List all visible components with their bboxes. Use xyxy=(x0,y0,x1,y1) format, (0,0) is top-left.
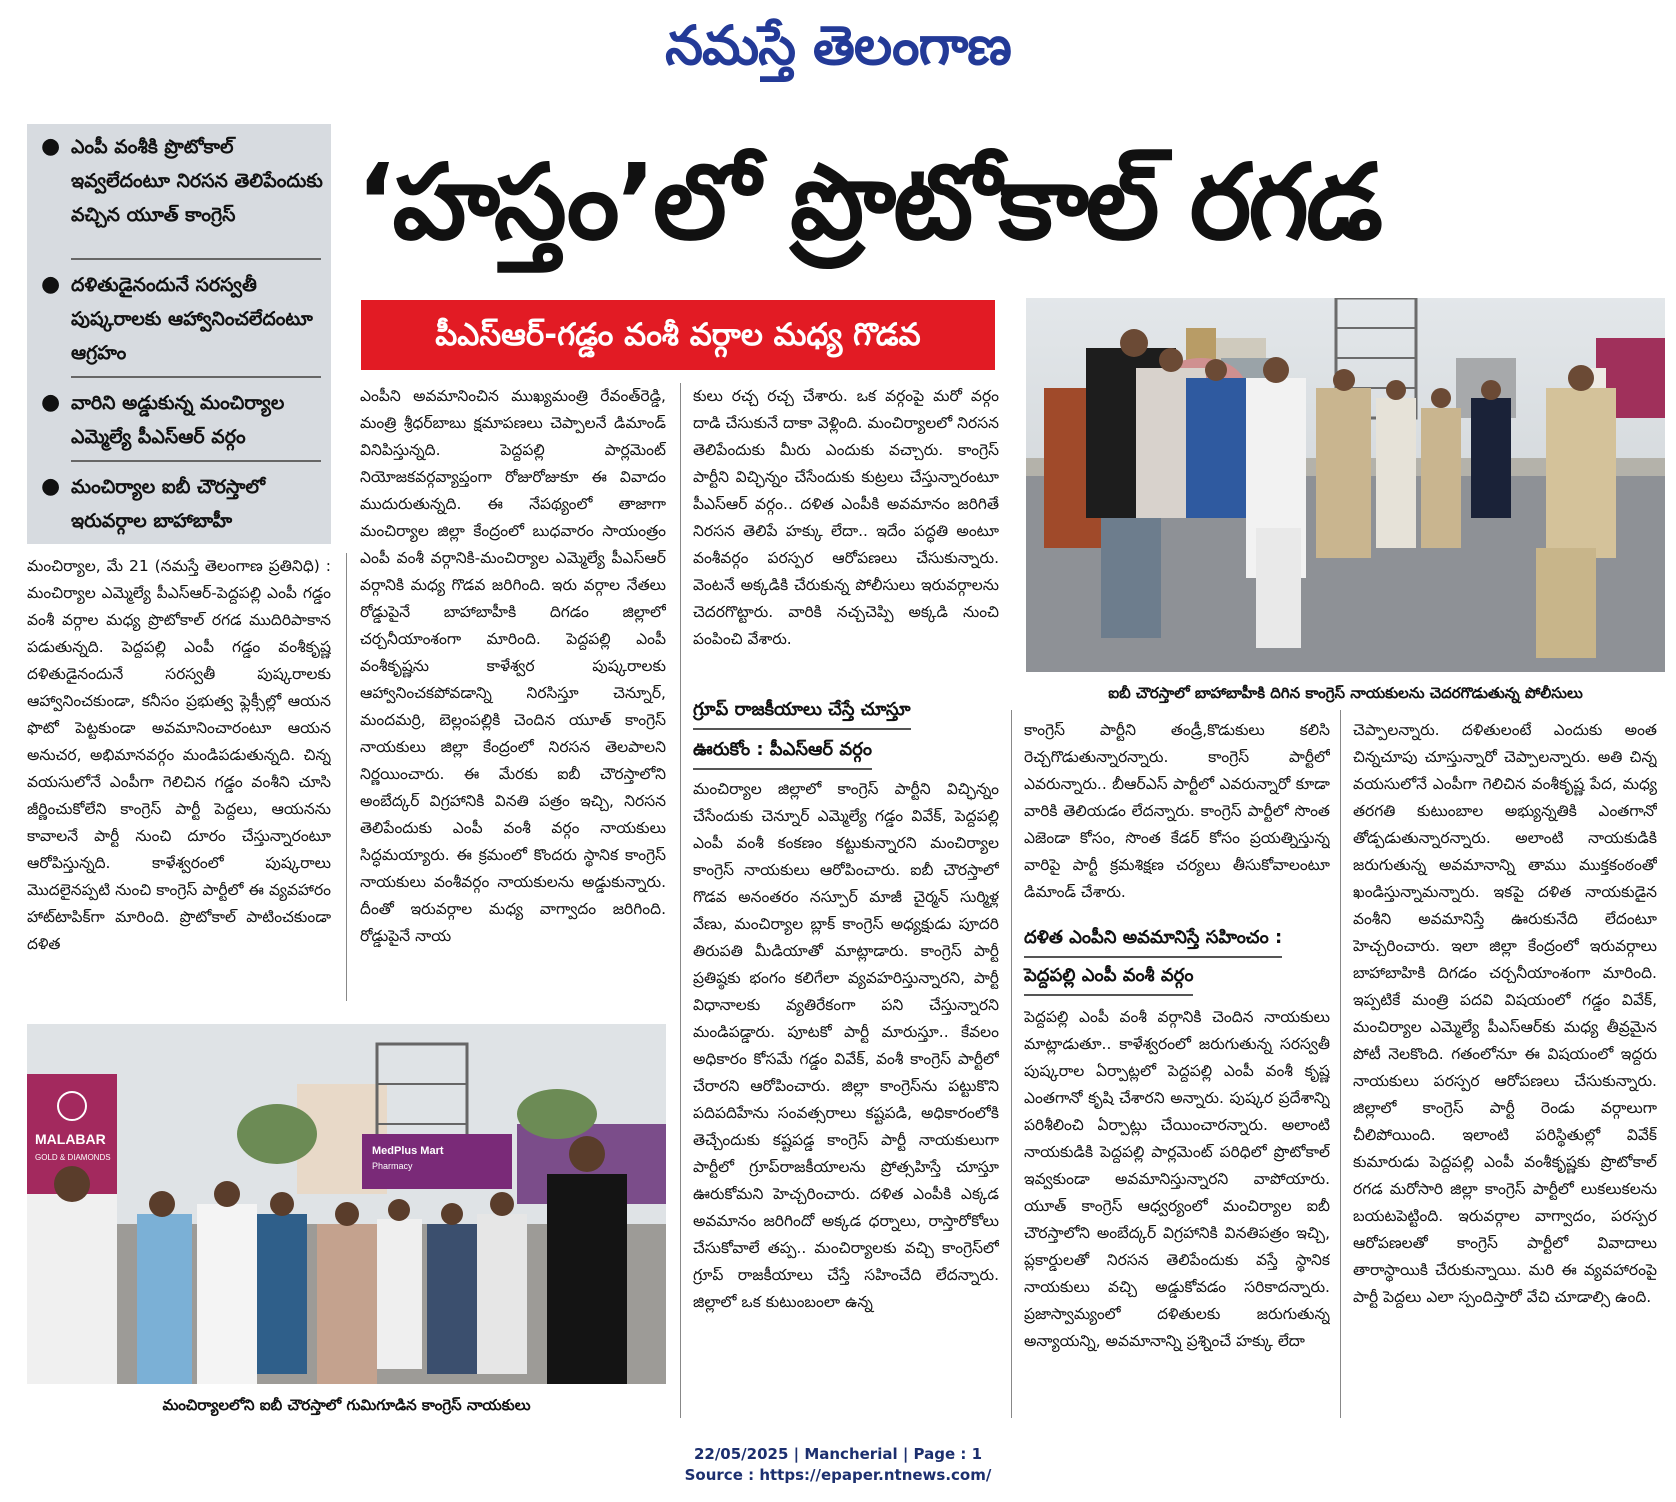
column-divider xyxy=(1340,710,1341,1418)
subheadline-banner: పీఎస్ఆర్-గడ్డం వంశీ వర్గాల మధ్య గొడవ xyxy=(361,300,995,370)
article-paragraph: కులు రచ్చ రచ్చ చేశారు. ఒక వర్గంపై మరో వర్గం దాడి చేసుకునే దాకా వెళ్లింది. మంచిర్యాలలో నిరసన తెలిపేందుకు మీరు ఎందుకు వచ్చారు. కాంగ్రెస్ పార్టీని విచ్ఛిన్నం చేసేందుకు కుట్రలు చేస్తున్నారంటూ పీఎస్ఆర్ వర్గం.. దళిత ఎంపీకి అవమానం జరిగితే నిరసన తెలిపే హక్కు లేదా.. ఇదేం పద్ధతి అంటూ వంశీవర్గం పరస్పర ఆరోపణలు చేసుకున్నారు. వెంటనే అక్కడికి చేరుకున్న పోలీసులు ఇరువర్గాలను చెదరగొట్టారు. వారికి నచ్చచెప్పి అక్కడి నుంచి పంపించి వేశారు. xyxy=(693,387,999,648)
bullet-icon: ● xyxy=(41,474,61,499)
article-paragraph: పెద్దపల్లి ఎంపీ వంశీ వర్గానికి చెందిన నాయకులు మాట్లాడుతూ.. కాళేశ్వరంలో జరుగుతున్న సరస్వతీ పుష్కరాల ఏర్పాట్లలో పెద్దపల్లి ఎంపీ వంశీ కృష్ణ ఎంతగానో కృషి చేశారని అన్నారు. పుష్కర ప్రదేశాన్ని పరిశీలించి ఏర్పాట్లు చేయించారన్నారు. అలాంటి నాయకుడికి పెద్దపల్లి పార్లమెంట్ పరిధిలో ప్రొటోకాల్ ఇవ్వకుండా అవమానిస్తున్నారని వాపోయారు. యూత్ కాంగ్రెస్ ఆధ్వర్యంలో మంచిర్యాల ఐబీ చౌరస్తాలోని అంబేద్కర్ విగ్రహానికి వినతిపత్రం ఇచ్చి, ప్లకార్డులతో నిరసన తెలిపేందుకు వస్తే స్థానిక నాయకులు వచ్చి అడ్డుకోవడం సరికాదన్నారు. ప్రజాస్వామ్యంలో దళితులకు జరుగుతున్న అన్యాయన్ని, అవమానాన్ని ప్రశ్నించే హక్కు లేదా xyxy=(1024,1008,1330,1350)
highlight-item xyxy=(41,130,323,232)
crosshead: ఊరుకోం : పీఎస్ఆర్ వర్గం xyxy=(693,732,872,770)
column-divider xyxy=(346,553,347,1001)
footer xyxy=(0,1444,1676,1486)
footer-source: Source : https://epaper.ntnews.com/ xyxy=(684,1466,992,1484)
divider xyxy=(71,258,321,260)
photo-police-dispersing xyxy=(1026,298,1665,672)
masthead-logo: నమస్తే తెలంగాణ xyxy=(665,13,1011,77)
photo-caption-police: ఐబీ చౌరస్తాలో బాహాబాహీకి దిగిన కాంగ్రెస్ నాయకులను చెదరగొడుతున్న పోలీసులు xyxy=(1108,684,1583,702)
highlight-item xyxy=(41,470,323,538)
crosshead: గ్రూప్ రాజకీయాలు చేస్తే చూస్తూ xyxy=(693,692,911,730)
photo-police-image xyxy=(1026,298,1665,672)
photo-crowd xyxy=(27,1024,666,1384)
sign-medplus: MedPlus Mart xyxy=(372,1145,444,1157)
article-column-4b xyxy=(1024,1004,1330,1418)
footer-date-page: 22/05/2025 | Mancherial | Page : 1 xyxy=(693,1445,983,1463)
highlight-item xyxy=(41,268,323,370)
divider xyxy=(71,460,321,462)
article-paragraph: చెప్పాలన్నారు. దళితులంటే ఎందుకు అంత చిన్నచూపు చూస్తున్నారో చెప్పాలన్నారు. అతి చిన్న వయసులోనే ఎంపీగా గెలిచిన వంశీకృష్ణ పేద, మధ్య తరగతి కుటుంబాల అభ్యున్నతికి ఎంతగానో తోడ్పడుతున్నారన్నారు. అలాంటి నాయకుడికి జరుగుతున్న అవమానాన్ని తాము ముక్తకంఠంతో ఖండిస్తున్నామన్నారు. ఇకపై దళిత నాయకుడైన వంశీని అవమానిస్తే ఊరుకునేది లేదంటూ హెచ్చరించారు. ఇలా జిల్లా కేంద్రంలో ఇరువర్గాలు బాహాబాహికి దిగడం చర్చనీయాంశంగా మారింది. ఇప్పటికే మంత్రి పదవి విషయంలో గడ్డం వివేక్, మంచిర్యాల ఎమ్మెల్యే పీఎస్ఆర్‌కు మధ్య తీవ్రమైన పోటీ నెలకొంది. గతంలోనూ ఈ విషయంలో ఇద్దరు నాయకులు పరస్పర ఆరోపణలు చేసుకున్నారు. జిల్లాలో కాంగ్రెస్ పార్టీ రెండు వర్గాలుగా చీలిపోయింది. ఇలాంటి పరిస్థితుల్లో వివేక్ కుమారుడు పెద్దపల్లి ఎంపీ వంశీకృష్ణకు ప్రొటోకాల్ రగడ మరోసారి జిల్లా కాంగ్రెస్ పార్టీలో లుకలుకలను బయటపెట్టింది. ఇరువర్గాల వాగ్వాదం, పరస్పర ఆరోపణలతో కాంగ్రెస్ పార్టీలో వివాదాలు తారాస్థాయికి చేరుకున్నాయి. మరి ఈ వ్యవహారంపై పార్టీ పెద్దలు ఎలా స్పందిస్తారో వేచి చూడాల్సి ఉంది. xyxy=(1353,721,1657,1306)
column-divider xyxy=(1011,710,1012,1418)
sign-malabar: MALABAR xyxy=(35,1131,106,1147)
headline: ‘హస్తం’లో ప్రొటోకాల్ రగడ xyxy=(356,141,1380,263)
photo-caption-crowd: మంచిర్యాలలోని ఐబీ చౌరస్తాలో గుమిగూడిన కాంగ్రెస్ నాయకులు xyxy=(162,1396,531,1414)
article-column-4a xyxy=(1024,717,1330,909)
article-paragraph: మంచిర్యాల జిల్లాలో కాంగ్రెస్ పార్టీని విచ్ఛిన్నం చేసేందుకు చెన్నూర్ ఎమ్మెల్యే గడ్డం వివేక్, పెద్దపల్లి ఎంపీ వంశీ కంకణం కట్టుకున్నారని మంచిర్యాల కాంగ్రెస్ నాయకులు ఆరోపించారు. ఐబీ చౌరస్తాలో గొడవ అనంతరం నస్పూర్ మాజీ చైర్మన్ సుర్మిళ్ల వేణు, మంచిర్యాల బ్లాక్ కాంగ్రెస్ అధ్యక్షుడు పూదరి తిరుపతి మీడియాతో మాట్లాడారు. కాంగ్రెస్ పార్టీ ప్రతిష్ఠకు భంగం కలిగేలా వ్యవహరిస్తున్నారని, పార్టీ విధానాలకు వ్యతిరేకంగా పని చేస్తున్నారని మండిపడ్డారు. పూటకో పార్టీ మారుస్తూ.. కేవలం అధికారం కోసమే గడ్డం వివేక్, వంశీ కాంగ్రెస్ పార్టీలో చేరారని ఆరోపించారు. జిల్లా కాంగ్రెస్‌ను పట్టుకొని పదిపదిహేను సంవత్సరాలు కష్టపడి, అధికారంలోకి తెచ్చేందుకు కష్టపడ్డ కాంగ్రెస్ పార్టీ నాయకులుగా పార్టీలో గ్రూప్‌రాజకీయాలను ప్రోత్సహిస్తే చూస్తూ ఊరుకోమని హెచ్చరించారు. దళిత ఎంపీకి ఎక్కడ అవమానం జరిగిందో అక్కడ ధర్నాలు, రాస్తారోకోలు చేసుకోవాలే తప్ప.. మంచిర్యాలకు వచ్చి కాంగ్రెస్‌లో గ్రూప్ రాజకీయాలు చేస్తే సహించేది లేదన్నారు. జిల్లాలో ఒక కుటుంబంలా ఉన్న xyxy=(693,780,999,1311)
crosshead: పెద్దపల్లి ఎంపీ వంశీ వర్గం xyxy=(1024,958,1193,996)
highlight-text: దళితుడైనందునే సరస్వతీ పుష్కరాలకు ఆహ్వానించలేదంటూ ఆగ్రహం xyxy=(71,274,313,364)
bullet-icon: ● xyxy=(41,134,61,159)
sign-medplus-sub: Pharmacy xyxy=(372,1161,413,1171)
column-divider xyxy=(680,383,681,1418)
highlight-text: వారిని అడ్డుకున్న మంచిర్యాల ఎమ్మెల్యే పీఎస్ఆర్ వర్గం xyxy=(71,392,285,448)
article-paragraph: కాంగ్రెస్ పార్టీని తండ్రీ,కొడుకులు కలిసి రెచ్చగొడుతున్నారన్నారు. కాంగ్రెస్ పార్టీలో ఎవరున్నారు.. బీఆర్ఎస్ పార్టీలో ఎవరున్నారో కూడా వారికి తెలియడం లేదన్నారు. కాంగ్రెస్ పార్టీలో సొంత ఎజెండా కోసం, సొంత కేడర్ కోసం ప్రయత్నిస్తున్న వారిపై పార్టీ క్రమశిక్షణ చర్యలు తీసుకోవాలంటూ డిమాండ్ చేశారు. xyxy=(1024,721,1330,901)
article-column-3a xyxy=(693,383,999,681)
highlight-text: ఎంపీ వంశీకి ప్రొటోకాల్ ఇవ్వలేదంటూ నిరసన తెలిపేందుకు వచ్చిన యూత్ కాంగ్రెస్ xyxy=(71,136,323,226)
article-column-5 xyxy=(1353,717,1657,1418)
bullet-icon: ● xyxy=(41,272,61,297)
photo-crowd-image xyxy=(27,1024,666,1384)
article-column-1 xyxy=(27,553,331,1001)
bullet-icon: ● xyxy=(41,390,61,415)
article-column-2 xyxy=(360,383,666,1001)
article-paragraph: మంచిర్యాల, మే 21 (నమస్తే తెలంగాణ ప్రతినిధి) : మంచిర్యాల ఎమ్మెల్యే పీఎస్ఆర్-పెద్దపల్లి ఎంపీ గడ్డం వంశీ వర్గాల మధ్య ప్రొటోకాల్ రగడ ముదిరిపాకాన పడుతున్నది. పెద్దపల్లి ఎంపీ గడ్డం వంశీకృష్ణ దళితుడైనందునే సరస్వతీ పుష్కరాలకు ఆహ్వానించకుండా, కనీసం ప్రభుత్వ ఫ్లెక్సీల్లో ఆయన ఫొటో పెట్టకుండా అవమానించారంటూ ఆయన అనుచర, అభిమానవర్గం మండిపడుతున్నది. చిన్న వయసులోనే ఎంపీగా గెలిచిన గడ్డం వంశీని చూసి జీర్ణించుకోలేని కాంగ్రెస్ పార్టీ పెద్దలు, ఆయనను కావాలనే పార్టీ నుంచి దూరం చేస్తున్నారంటూ ఆరోపిస్తున్నది. కాళేశ్వరంలో పుష్కరాలు మొదలైనప్పటి నుంచి కాంగ్రెస్ పార్టీలో ఈ వ్యవహారం హాట్‌టాపిక్‌గా మారింది. ప్రొటోకాల్ పాటించకుండా దళిత xyxy=(27,557,331,953)
divider xyxy=(71,376,321,378)
crosshead: దళిత ఎంపీని అవమానిస్తే సహించం : xyxy=(1024,920,1282,958)
highlight-item xyxy=(41,386,323,454)
article-column-3b xyxy=(693,776,999,1418)
sign-malabar-sub: GOLD & DIAMONDS xyxy=(35,1153,111,1162)
article-paragraph: ఎంపీని అవమానించిన ముఖ్యమంత్రి రేవంత్‌రెడ్డి, మంత్రి శ్రీధర్‌బాబు క్షమాపణలు చెప్పాలనే డిమాండ్ వినిపిస్తున్నది. పెద్దపల్లి పార్లమెంట్ నియోజకవర్గవ్యాప్తంగా రోజురోజుకూ ఈ వివాదం ముదురుతున్నది. ఈ నేపథ్యంలో తాజాగా మంచిర్యాల జిల్లా కేంద్రంలో బుధవారం సాయంత్రం ఎంపీ వంశీ వర్గానికి-మంచిర్యాల ఎమ్మెల్యే పీఎస్ఆర్ వర్గానికి మధ్య గొడవ జరిగింది. ఇరు వర్గాల నేతలు రోడ్డుపైనే బాహాబాహీకి దిగడం జిల్లాలో చర్చనీయాంశంగా మారింది. పెద్దపల్లి ఎంపీ వంశీకృష్ణను కాళేశ్వర పుష్కరాలకు ఆహ్వానించకపోవడాన్ని నిరసిస్తూ చెన్నూర్, మందమర్రి, బెల్లంపల్లికి చెందిన యూత్ కాంగ్రెస్ నాయకులు జిల్లా కేంద్రంలో నిరసన తెలపాలని నిర్ణయించారు. ఈ మేరకు ఐబీ చౌరస్తాలోని అంబేద్కర్ విగ్రహానికి వినతి పత్రం ఇచ్చి, నిరసన తెలిపేందుకు ఎంపీ వంశీ వర్గం నాయకులు సిద్ధమయ్యారు. ఈ క్రమంలో కొందరు స్థానిక కాంగ్రెస్ నాయకులు వంశీవర్గం నాయకులను అడ్డుకున్నారు. దీంతో ఇరువర్గాల మధ్య వాగ్వాదం జరిగింది. రోడ్డుపైనే నాయ xyxy=(360,387,666,945)
highlights-box xyxy=(27,124,331,544)
highlight-text: మంచిర్యాల ఐబీ చౌరస్తాలో ఇరువర్గాల బాహాబాహీ xyxy=(71,476,266,532)
